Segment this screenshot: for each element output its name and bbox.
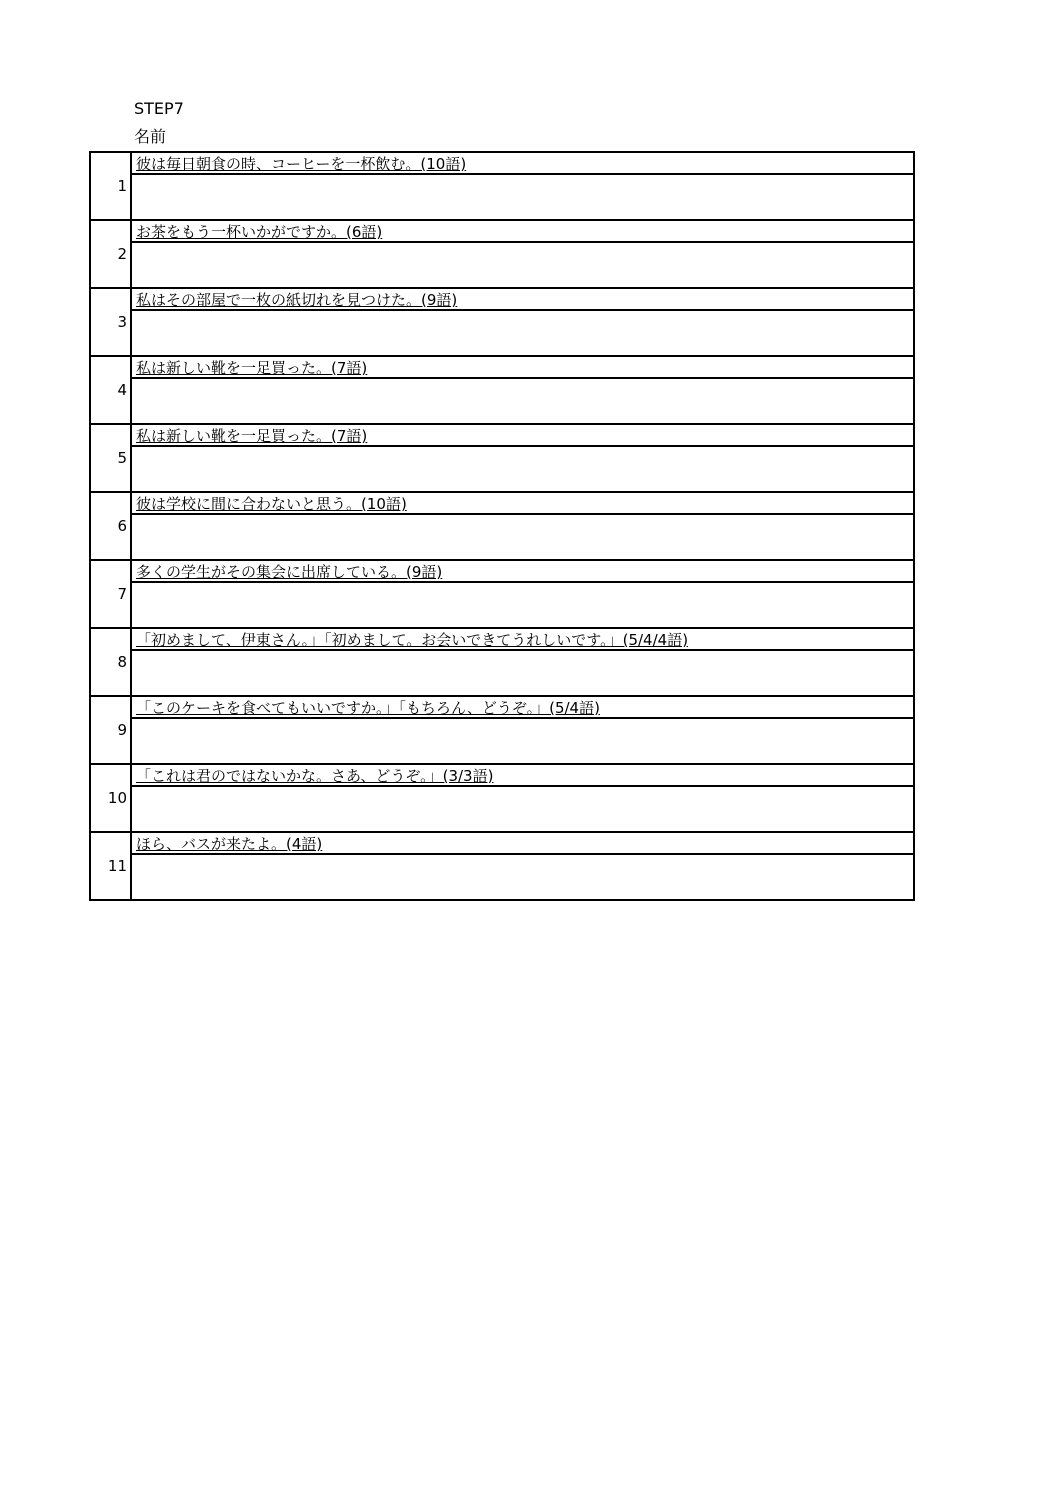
question-prompt: ほら、バスが来たよ。(4語): [131, 832, 914, 854]
question-row: [90, 424, 914, 446]
step-label: STEP7: [134, 99, 184, 118]
answer-cell[interactable]: [131, 242, 914, 288]
answer-row: [90, 582, 914, 628]
question-prompt: 「これは君のではないかな。さあ、どうぞ。」(3/3語): [131, 764, 914, 786]
question-row: [90, 356, 914, 378]
question-row: [90, 220, 914, 242]
question-number: 1: [90, 152, 131, 220]
answer-cell[interactable]: [131, 310, 914, 356]
worksheet-table: [89, 151, 915, 901]
question-row: [90, 152, 914, 174]
question-number: 3: [90, 288, 131, 356]
name-label: 名前: [134, 127, 167, 146]
question-number: 7: [90, 560, 131, 628]
answer-row: [90, 854, 914, 900]
question-row: [90, 560, 914, 582]
question-prompt: お茶をもう一杯いかがですか。(6語): [131, 220, 914, 242]
answer-row: [90, 718, 914, 764]
question-number: 4: [90, 356, 131, 424]
question-prompt: 彼は毎日朝食の時、コーヒーを一杯飲む。(10語): [131, 152, 914, 174]
question-prompt: 「このケーキを食べてもいいですか。」「もちろん、どうぞ。」(5/4語): [131, 696, 914, 718]
question-prompt: 「初めまして、伊東さん。」「初めまして。お会いできてうれしいです。」(5/4/4語): [131, 628, 914, 650]
question-row: [90, 288, 914, 310]
answer-cell[interactable]: [131, 854, 914, 900]
question-prompt: 私は新しい靴を一足買った。(7語): [131, 356, 914, 378]
question-number: 11: [90, 832, 131, 900]
question-number: 10: [90, 764, 131, 832]
answer-row: [90, 242, 914, 288]
question-number: 5: [90, 424, 131, 492]
answer-cell[interactable]: [131, 446, 914, 492]
answer-row: [90, 786, 914, 832]
answer-row: [90, 650, 914, 696]
question-row: [90, 492, 914, 514]
question-prompt: 私は新しい靴を一足買った。(7語): [131, 424, 914, 446]
question-row: [90, 764, 914, 786]
answer-cell[interactable]: [131, 174, 914, 220]
question-prompt: 彼は学校に間に合わないと思う。(10語): [131, 492, 914, 514]
answer-row: [90, 310, 914, 356]
question-prompt: 多くの学生がその集会に出席している。(9語): [131, 560, 914, 582]
answer-cell[interactable]: [131, 786, 914, 832]
answer-row: [90, 174, 914, 220]
answer-row: [90, 446, 914, 492]
answer-cell[interactable]: [131, 650, 914, 696]
answer-cell[interactable]: [131, 582, 914, 628]
question-number: 2: [90, 220, 131, 288]
answer-row: [90, 514, 914, 560]
answer-cell[interactable]: [131, 718, 914, 764]
question-row: [90, 696, 914, 718]
question-number: 8: [90, 628, 131, 696]
question-row: [90, 832, 914, 854]
answer-cell[interactable]: [131, 514, 914, 560]
question-number: 6: [90, 492, 131, 560]
question-row: [90, 628, 914, 650]
question-number: 9: [90, 696, 131, 764]
question-prompt: 私はその部屋で一枚の紙切れを見つけた。(9語): [131, 288, 914, 310]
answer-cell[interactable]: [131, 378, 914, 424]
answer-row: [90, 378, 914, 424]
